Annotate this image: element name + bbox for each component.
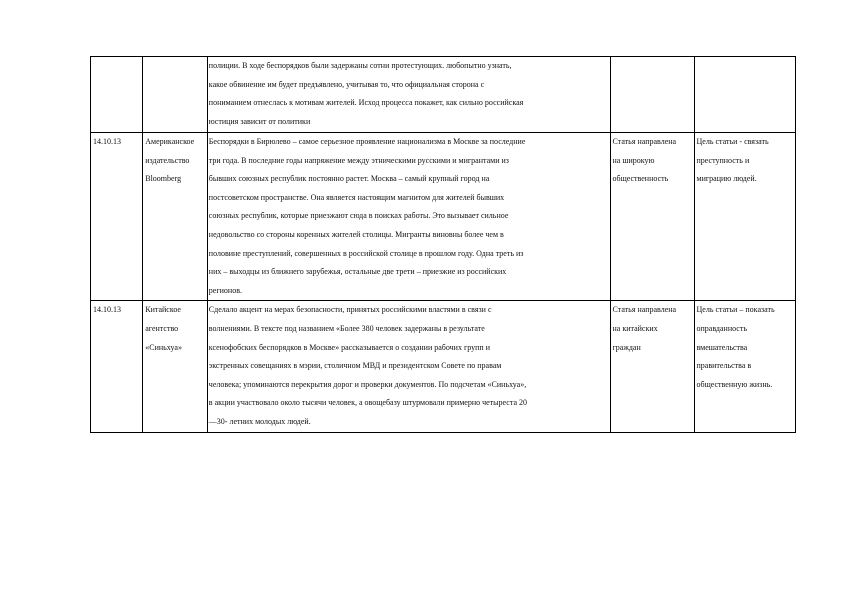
goal-cell — [694, 301, 795, 432]
content-line: —30- летних молодых людей. — [208, 416, 311, 426]
direction-line: Статья направлена — [612, 305, 677, 315]
content-line: постсоветском пространстве. Она является настоящим магнитом для жителей бывших — [208, 192, 505, 202]
content-line: Сделало акцент на мерах безопасности, принятых российскими властями в связи с — [208, 305, 492, 315]
table-row — [91, 133, 796, 301]
direction-line: общественность — [612, 174, 669, 184]
content-line: бывших союзных республик постоянно растет. Москва – самый крупный город на — [208, 174, 490, 184]
source-line: Китайское — [145, 305, 181, 315]
source-line: агентство — [145, 323, 179, 333]
content-line: полиции. В ходе беспорядков были задержаны сотни протестующих. любопытно узнать, — [208, 61, 512, 70]
content-line: в акции участвовало около тысячи человек, а овощебазу штурмовали примерно четыреста 20 — [208, 398, 527, 408]
content-line: три года. В последние годы напряжение между этническими русскими и мигрантами из — [208, 155, 509, 165]
direction-cell — [610, 133, 694, 301]
direction-line: граждан — [612, 342, 641, 352]
content-line: человека; упоминаются перекрытия дорог и проверки документов. По подсчетам «Синьхуа», — [208, 379, 527, 389]
source-line: Bloomberg — [145, 174, 182, 184]
content-line: недовольство со стороны коренных жителей столицы. Мигранты виновны более чем в — [208, 229, 504, 239]
content-cell — [207, 133, 610, 301]
direction-line: на китайских — [612, 323, 658, 333]
content-line: Беспорядки в Бирюлево – самое серьезное проявление национализма в Москве за последние — [208, 137, 526, 146]
goal-cell — [694, 133, 795, 301]
goal-line: вмешательства — [696, 342, 748, 352]
direction-cell — [610, 301, 694, 432]
date-cell: 14.10.13 — [91, 301, 143, 432]
content-line: экстренных совещаниях в мэрии, столичном МВД и президентском Совете по правам — [208, 361, 502, 371]
goal-cell — [694, 57, 795, 133]
content-line: волнениями. В тексте под названием «Более 380 человек задержаны в результате — [208, 323, 485, 333]
content-line: юстиция зависит от политики — [208, 116, 311, 126]
content-cell — [207, 57, 610, 133]
table-row — [91, 57, 796, 133]
goal-line: правительства в — [696, 361, 752, 371]
content-line: пониманием отнеслась к мотивам жителей. Исход процесса покажет, как сильно российская — [208, 98, 524, 108]
table-row — [91, 301, 796, 432]
content-line: регионов. — [208, 285, 242, 295]
goal-line: преступность и — [696, 155, 750, 165]
direction-cell — [610, 57, 694, 133]
content-cell — [207, 301, 610, 432]
content-line: них – выходцы из ближнего зарубежья, остальные две трети – приезжие из российских — [208, 267, 507, 277]
goal-line: общественную жизнь. — [696, 379, 773, 389]
source-line: Американское — [145, 137, 195, 146]
goal-line: оправданность — [696, 323, 748, 333]
content-line: половине преступлений, совершенных в российской столице в прошлом году. Одна треть из — [208, 248, 524, 258]
direction-line: Статья направлена — [612, 137, 677, 146]
goal-line: Цель статьи - связать — [696, 137, 769, 146]
content-line: ксенофобских беспорядков в Москве» рассказывается о создании рабочих групп и — [208, 342, 490, 352]
source-cell — [143, 57, 208, 133]
content-line: союзных республик, которые приезжают сюда в поисках работы. Это вызывает сильное — [208, 211, 509, 221]
goal-line: миграцию людей. — [696, 174, 757, 184]
date-cell — [91, 57, 143, 133]
content-line: какое обвинение им будет предъявлено, учитывая то, что официальная сторона с — [208, 79, 485, 89]
date-cell: 14.10.13 — [91, 133, 143, 301]
source-cell — [143, 301, 208, 432]
goal-line: Цель статьи – показать — [696, 305, 775, 315]
source-line: «Синьхуа» — [145, 342, 182, 352]
source-line: издательство — [145, 155, 190, 165]
direction-line: на широкую — [612, 155, 655, 165]
media-review-table — [90, 56, 796, 433]
source-cell — [143, 133, 208, 301]
